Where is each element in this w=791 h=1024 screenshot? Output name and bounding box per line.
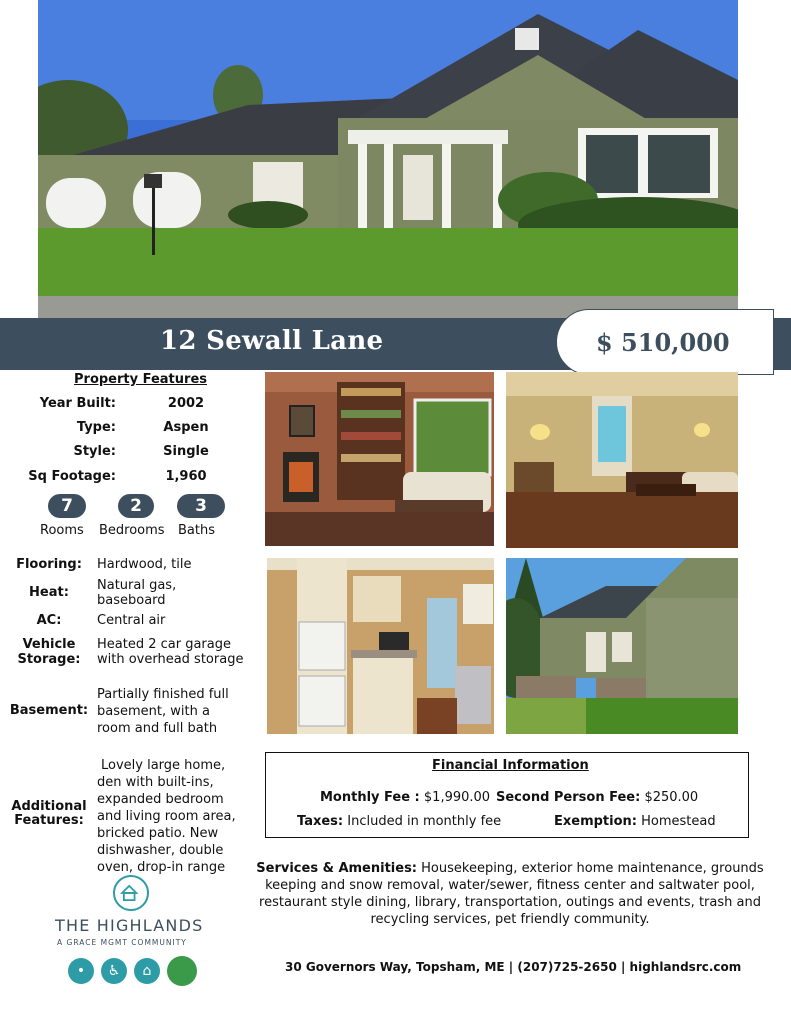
brand-tagline: A GRACE MGMT COMMUNITY: [57, 938, 187, 947]
flooring-value: Hardwood, tile: [97, 557, 192, 572]
basement-value-line3: room and full bath: [97, 721, 218, 736]
style-label: Style:: [73, 444, 116, 459]
year-built-value: 2002: [167, 396, 205, 411]
living-room-photo: [265, 372, 494, 546]
flooring-label: Flooring:: [16, 557, 82, 572]
services-amenities: [245, 860, 775, 928]
contact-line: 30 Governors Way, Topsham, ME | (207)725-2650 | highlandsrc.com: [285, 960, 742, 974]
listing-address: 12 Sewall Lane: [160, 326, 384, 356]
wheelchair-icon: ♿: [101, 958, 127, 984]
sq-footage-label: Sq Footage:: [28, 469, 116, 484]
paw-icon: •: [68, 958, 94, 984]
type-label: Type:: [76, 420, 116, 435]
basement-value-line1: Partially finished full: [97, 687, 229, 702]
additional-features-line1: Lovely large home,: [101, 758, 226, 773]
additional-features-label-line2: Features:: [14, 813, 84, 828]
ac-value: Central air: [97, 613, 166, 628]
kitchen-photo: [267, 558, 494, 734]
certification-seal-icon: [167, 956, 197, 986]
additional-features-line7: oven, drop-in range: [97, 860, 226, 875]
exemption-label: Exemption:: [554, 814, 637, 829]
vehicle-storage-value-line2: with overhead storage: [97, 652, 244, 667]
dining-room-photo: [506, 372, 738, 548]
additional-features-line3: expanded bedroom: [97, 792, 224, 807]
taxes-label: Taxes:: [297, 814, 344, 829]
vehicle-storage-label-line1: Vehicle: [22, 637, 76, 652]
services-text: Housekeeping, exterior home maintenance, grounds keeping and snow removal, water/sewer, fitness center and saltwater pool, restaurant style dining, library, transportation, outings and events, trash and recycling services, pet friendly community.: [259, 861, 764, 927]
monthly-fee: [320, 790, 490, 805]
basement-value-line2: basement, with a: [97, 704, 210, 719]
property-features-heading: Property Features: [74, 372, 207, 387]
sq-footage-value: 1,960: [165, 469, 207, 484]
financial-info-heading: Financial Information: [432, 758, 589, 773]
additional-features-line4: and living room area,: [97, 809, 236, 824]
listing-price: $ 510,000: [596, 328, 730, 357]
baths-count: 3: [177, 494, 225, 518]
monthly-fee-value: $1,990.00: [423, 790, 491, 805]
taxes: [297, 814, 501, 829]
backyard-photo: [506, 558, 738, 734]
ac-label: AC:: [36, 613, 62, 628]
heat-value-line2: baseboard: [97, 593, 166, 608]
heat-value-line1: Natural gas,: [97, 578, 177, 593]
rooms-count: 7: [48, 494, 86, 518]
additional-features-line5: bricked patio. New: [97, 826, 219, 841]
type-value: Aspen: [163, 420, 209, 435]
second-person-fee-label: Second Person Fee:: [496, 790, 641, 805]
highlands-logo-icon: [113, 875, 149, 911]
brand-name: THE HIGHLANDS: [55, 916, 204, 935]
hero-house-photo: [38, 0, 738, 318]
year-built-label: Year Built:: [39, 396, 116, 411]
rooms-label: Rooms: [40, 523, 84, 538]
additional-features-line2: den with built-ins,: [97, 775, 214, 790]
services-label: Services & Amenities:: [256, 861, 418, 876]
second-person-fee: [496, 790, 698, 805]
bedrooms-count: 2: [118, 494, 154, 518]
equal-housing-icon: ⌂: [134, 958, 160, 984]
bedrooms-label: Bedrooms: [99, 523, 165, 538]
second-person-fee-value: $250.00: [644, 790, 699, 805]
exemption: [554, 814, 716, 829]
baths-label: Baths: [178, 523, 215, 538]
style-value: Single: [163, 444, 209, 459]
vehicle-storage-label-line2: Storage:: [17, 652, 81, 667]
monthly-fee-label: Monthly Fee :: [320, 790, 420, 805]
additional-features-line6: dishwasher, double: [97, 843, 224, 858]
exemption-value: Homestead: [641, 814, 716, 829]
heat-label: Heat:: [29, 585, 69, 600]
additional-features-label-line1: Additional: [11, 799, 87, 814]
vehicle-storage-value-line1: Heated 2 car garage: [97, 637, 231, 652]
basement-label: Basement:: [9, 703, 89, 718]
taxes-value: Included in monthly fee: [347, 814, 502, 829]
